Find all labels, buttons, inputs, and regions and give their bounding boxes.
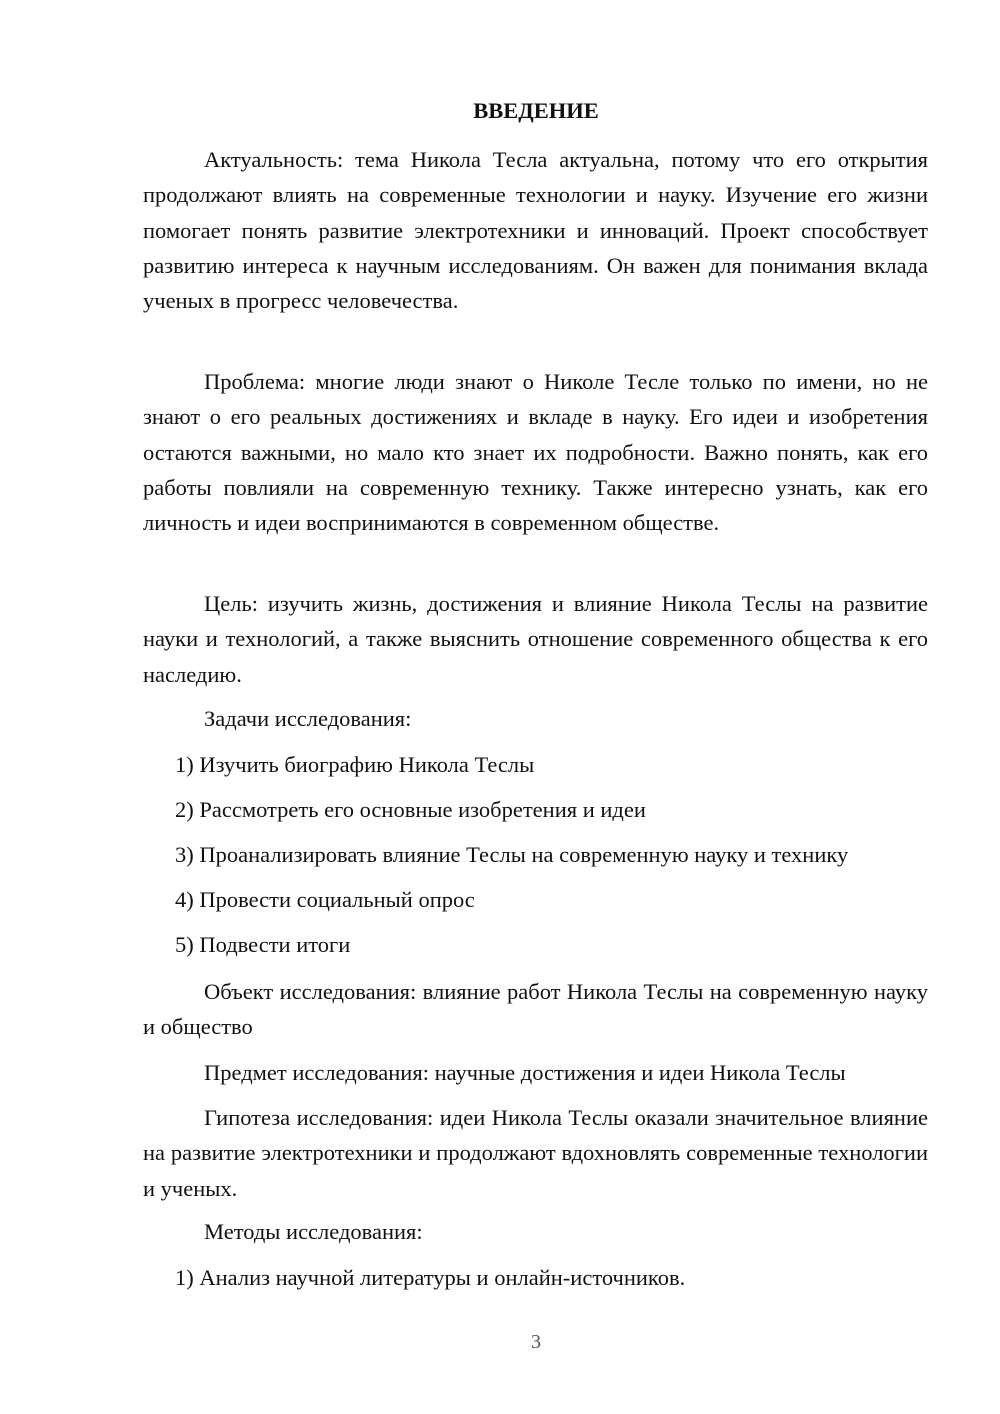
paragraph-relevance: Актуальность: тема Никола Тесла актуальна, потому что его открытия продолжают влиять на современные технологии и науку. Изучение его жизни помогает понять развитие электротехники и инноваций. Проект способствует развитию интереса к научным исследованиям. Он важен для понимания вклада ученых в прогресс человечества.: [143, 147, 928, 314]
paragraph-object: Объект исследования: влияние работ Никола Теслы на современную науку и общество: [143, 979, 928, 1040]
method-item-1: 1) Анализ научной литературы и онлайн-источников.: [175, 1265, 686, 1290]
paragraph-subject: Предмет исследования: научные достижения и идеи Никола Теслы: [204, 1060, 846, 1085]
section-title: ВВЕДЕНИЕ: [473, 98, 599, 123]
tasks-heading: Задачи исследования:: [204, 706, 412, 731]
page-number: 3: [531, 1331, 541, 1353]
task-item-2: 2) Рассмотреть его основные изобретения и идеи: [175, 797, 646, 822]
task-item-3: 3) Проанализировать влияние Теслы на современную науку и технику: [175, 842, 849, 867]
task-item-5: 5) Подвести итоги: [175, 932, 351, 957]
methods-heading: Методы исследования:: [204, 1219, 423, 1244]
paragraph-problem: Проблема: многие люди знают о Николе Тесле только по имени, но не знают о его реальных достижениях и вкладе в науку. Его идеи и изобретения остаются важными, но мало кто знает их подробности. Важно понять, как его работы повлияли на современную технику. Также интересно узнать, как его личность и идеи воспринимаются в современном обществе.: [143, 369, 928, 536]
task-item-1: 1) Изучить биографию Никола Теслы: [175, 752, 535, 777]
paragraph-hypothesis: Гипотеза исследования: идеи Никола Теслы оказали значительное влияние на развитие электротехники и продолжают вдохновлять современные технологии и ученых.: [143, 1105, 928, 1201]
paragraph-goal: Цель: изучить жизнь, достижения и влияние Никола Теслы на развитие науки и технологий, а также выяснить отношение современного общества к его наследию.: [143, 591, 928, 687]
task-item-4: 4) Провести социальный опрос: [175, 887, 475, 912]
